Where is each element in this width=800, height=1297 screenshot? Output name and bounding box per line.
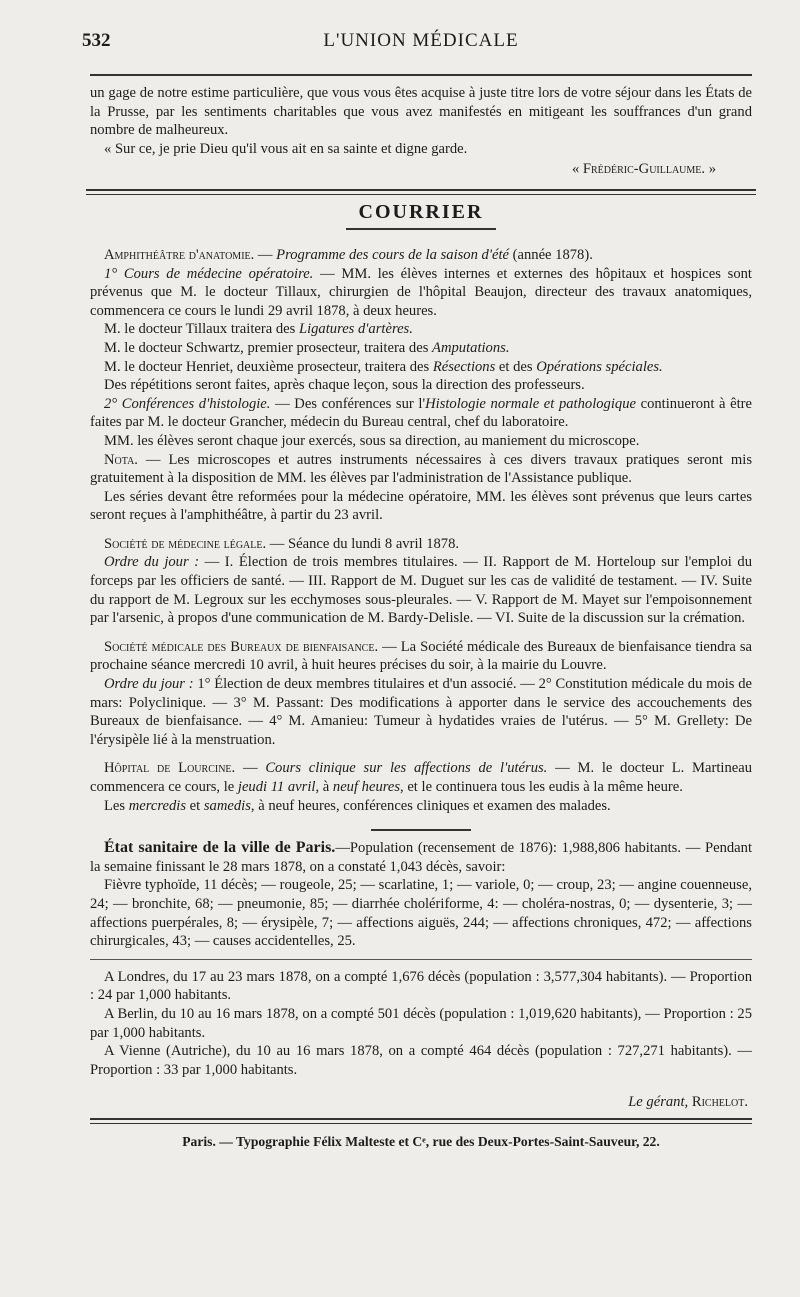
conferences-histologie: 2° Conférences d'histologie. — Des conférences sur l'Histologie normale et pathologique continueront à être faites par M. le docteur Grancher, médecin du Bureau central, chef du laboratoire.	[90, 395, 752, 431]
medecine-legale-section	[90, 535, 752, 628]
tillaux-line: M. le docteur Tillaux traitera des Ligatures d'artères.	[104, 321, 413, 338]
bienfaisance-heading: Société médicale des Bureaux de bienfaisance.	[104, 638, 379, 655]
amphitheatre-heading: Amphithéâtre d'anatomie.	[104, 246, 255, 263]
lourcine-intro: Hôpital de Lourcine. — Cours clinique sur les affections de l'utérus. — M. le docteur L. Martineau commencera ce cours, le jeudi 11 avril, à neuf heures, et le continuera tous les eudis à la même heure.	[90, 760, 752, 795]
section-title-underline	[346, 228, 496, 230]
journal-title: L'UNION MÉDICALE	[323, 30, 519, 51]
bienfaisance-ordre-du-jour: Ordre du jour : 1° Élection de deux membres titulaires et d'un associé. — 2° Constitution médicale du mois de mars: Polyclinique. — 3° M. Passant: Des modifications à apporter dans le service des accouchements des Bureaux de bienfaisance. — 4° M. Amanieu: Tumeur à hydatides vraies de l'utérus. — 5° M. Grellety: De l'érysipèle lié à la menstruation.	[90, 676, 752, 748]
amphitheatre-program-title: Programme des cours de la saison d'été	[276, 246, 509, 263]
henriet-line: M. le docteur Henriet, deuxième prosecteur, traitera des Résections et des Opérations spéciales.	[104, 358, 663, 375]
page-header	[82, 28, 752, 56]
footer-rule	[90, 1118, 752, 1124]
sanitaire-heading: État sanitaire de la ville de Paris.	[104, 839, 336, 857]
schwartz-line: M. le docteur Schwartz, premier prosecteur, traitera des Amputations.	[104, 339, 510, 356]
stats-separator	[90, 959, 752, 960]
gerant-signature: Le gérant, Richelot.	[628, 1094, 748, 1111]
bienfaisance-section	[90, 638, 752, 750]
letter-ending	[90, 84, 752, 179]
letter-closing: « Sur ce, je prie Dieu qu'il vous ait en sa sainte et digne garde.	[104, 140, 468, 157]
legale-heading: Société de médecine légale.	[104, 535, 267, 552]
lourcine-heading: Hôpital de Lourcine.	[104, 760, 236, 777]
legale-ordre-du-jour: Ordre du jour : — I. Élection de trois membres titulaires. — II. Rapport de M. Horteloup sur l'emploi du forceps par les officiers de santé. — III. Rapport de M. Duguet sur les cas de validité de testament. — IV. Suite du rapport de M. Legroux sur les ecchymoses sous-pleurales. — V. Rapport de M. Mayet sur l'empoisonnement par l'arsenic, à propos d'une communication de M. Bardy-Delisle. — VI. Suite de la discussion sur la crémation.	[90, 554, 752, 627]
londres-stats: A Londres, du 17 au 23 mars 1878, on a compté 1,676 décès (population : 3,577,304 habitants). — Proportion : 24 par 1,000 habitants.	[90, 968, 752, 1004]
amphitheatre-section	[90, 246, 752, 525]
nota-paragraph: Nota. — Les microscopes et autres instruments nécessaires à ces divers travaux pratiques seront mis gratuitement à la disposition de MM. les élèves par l'administration de l'Assistance publique.	[90, 451, 752, 487]
course-operatoire: 1° Cours de médecine opératoire. — MM. les élèves internes et externes des hôpitaux et hospices sont prévenus que M. le docteur Tillaux, chirurgien de l'hôpital Beaujon, directeur des travaux anatomiques, commencera ce cours le lundi 29 avril 1878, à deux heures.	[90, 265, 752, 319]
printer-footer: Paris. — Typographie Félix Malteste et Cᵉ, rue des Deux-Portes-Saint-Sauveur, 22.	[182, 1133, 660, 1149]
lourcine-conferences: Les mercredis et samedis, à neuf heures, conférences cliniques et examen des malades.	[104, 797, 611, 814]
page-number: 532	[82, 30, 111, 51]
amphitheatre-intro: Amphithéâtre d'anatomie. — Programme des cours de la saison d'été (année 1878).	[104, 246, 593, 263]
letter-paragraph: un gage de notre estime particulière, que vous vous êtes acquise à juste titre lors de votre séjour dans les États de la Prusse, par les sentiments charitables que vous avez manifestés en mitigeant les souffrances d'un grand nombre de malheureux.	[90, 85, 752, 139]
series-paragraph: Les séries devant être reformées pour la médecine opératoire, MM. les élèves sont prévenus que leurs cartes seront reçues à l'amphithéâtre, à partir du 23 avril.	[90, 488, 752, 524]
legale-intro: Société de médecine légale. — Séance du lundi 8 avril 1878.	[104, 535, 460, 552]
repetitions-line: Des répétitions seront faites, après chaque leçon, sous la direction des professeurs.	[104, 377, 585, 394]
short-rule	[371, 829, 471, 831]
sanitaire-intro: État sanitaire de la ville de Paris.—Population (recensement de 1876): 1,988,806 habitants. — Pendant la semaine finissant le 28 mars 1878, on a constaté 1,043 décès, savoir:	[90, 839, 753, 875]
letter-signature: « Frédéric-Guillaume. »	[571, 161, 716, 178]
berlin-stats: A Berlin, du 10 au 16 mars 1878, on a compté 501 décès (population : 1,019,620 habitants), — Proportion : 25 par 1,000 habitants.	[90, 1005, 752, 1041]
section-double-rule	[86, 189, 756, 195]
microscope-line: MM. les élèves seront chaque jour exercés, sous sa direction, au maniement du microscope.	[104, 432, 640, 449]
sanitaire-section	[90, 839, 752, 1079]
bienfaisance-intro: Société médicale des Bureaux de bienfaisance. — La Société médicale des Bureaux de bienfaisance tiendra sa prochaine séance mercredi 10 avril, à huit heures précises du soir, à la mairie du Louvre.	[90, 638, 752, 674]
lourcine-section	[90, 759, 752, 815]
section-title: COURRIER	[358, 200, 484, 223]
sanitaire-details: Fièvre typhoïde, 11 décès; — rougeole, 25; — scarlatine, 1; — variole, 0; — croup, 23; — angine couenneuse, 24; — bronchite, 68; — pneumonie, 85; — diarrhée cholériforme, 4: — choléra-nostras, 0; — dysenterie, 3; — affections puerpérales, 8; — érysipèle, 7; — affections aiguës, 244; — affections chroniques, 472; — affections chirurgicales, 43; — causes accidentelles, 25.	[90, 877, 752, 950]
header-rule	[90, 74, 752, 76]
vienne-stats: A Vienne (Autriche), du 10 au 16 mars 1878, on a compté 464 décès (population : 727,271 habitants). — Proportion : 33 par 1,000 habitants.	[90, 1043, 752, 1078]
